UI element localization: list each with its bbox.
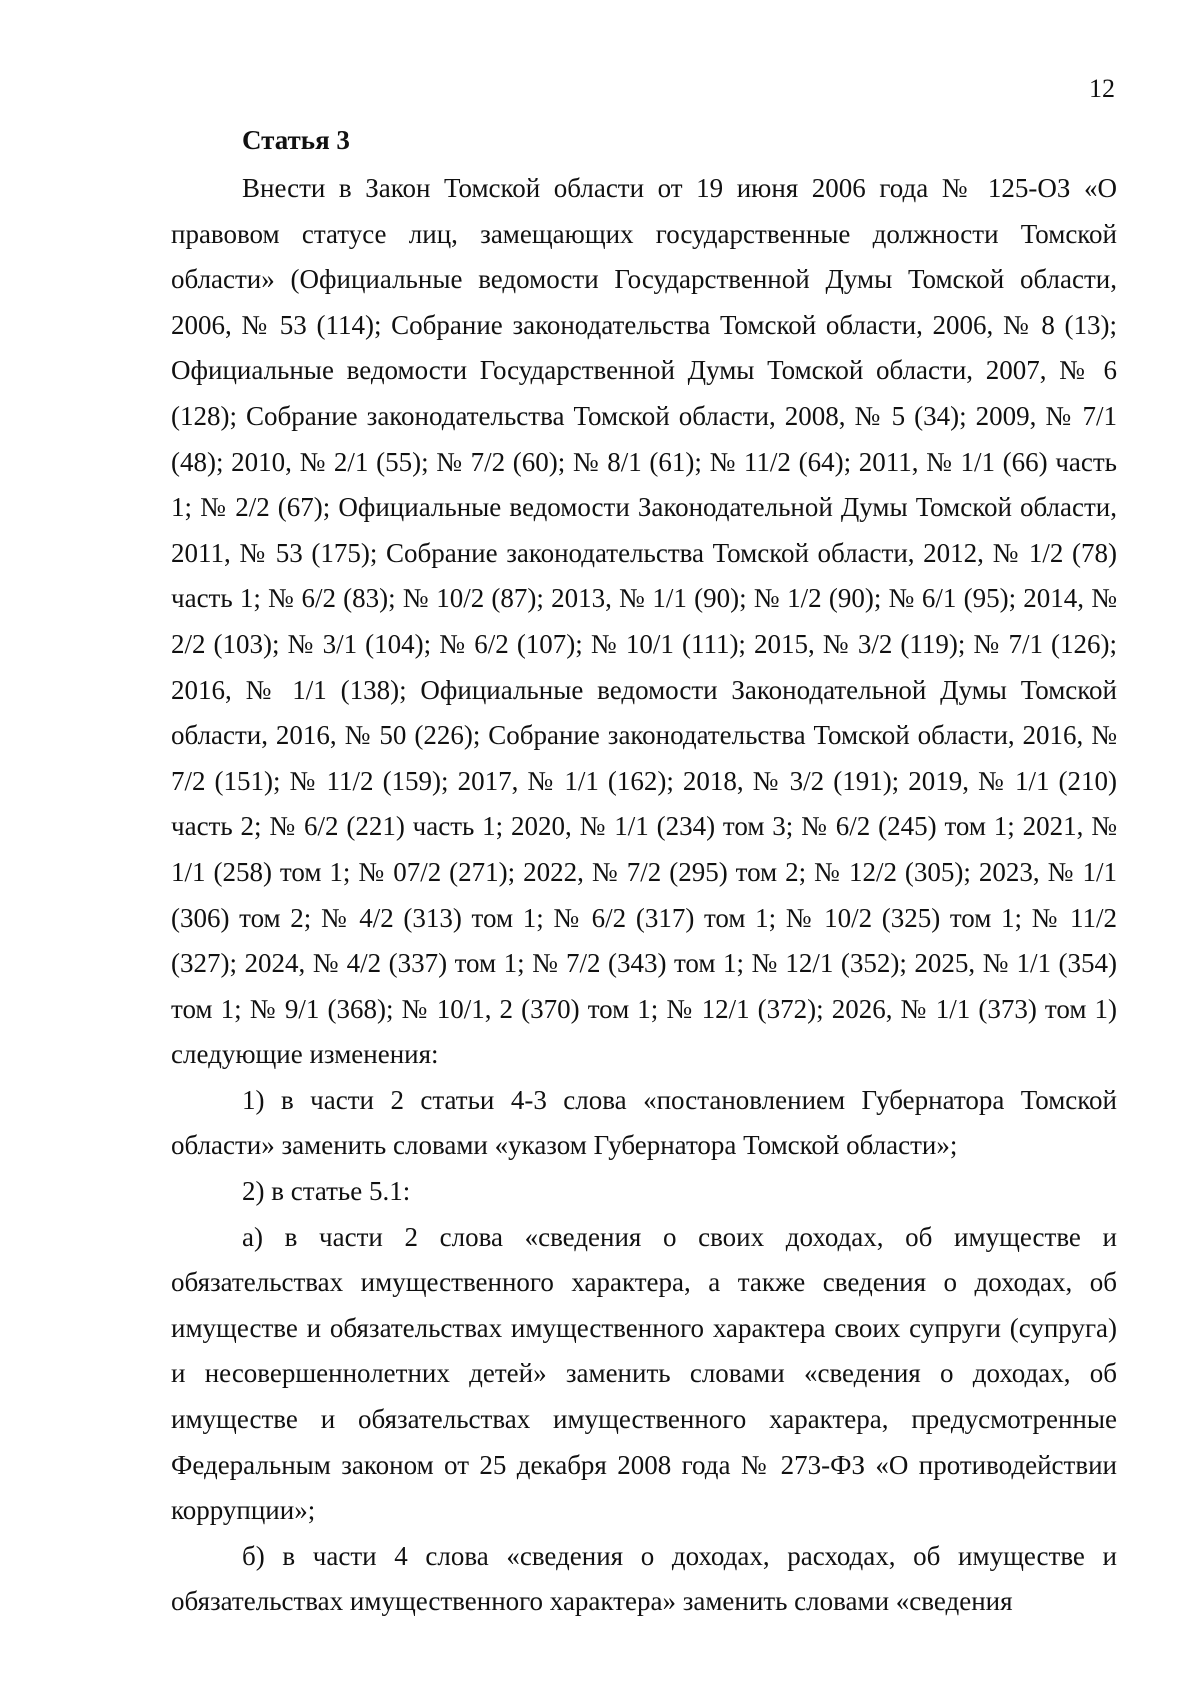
page-number: 12 bbox=[1089, 74, 1115, 103]
document-body bbox=[171, 118, 1117, 1625]
paragraph-subitem-a: а) в части 2 слова «сведения о своих доходах, об имуществе и обязательствах имущественного характера, а также сведения о доходах, об имуществе и обязательствах имущественного характера своих супруги (супруга) и несовершеннолетних детей» заменить словами «сведения о доходах, об имуществе и обязательствах имущественного характера, предусмотренные Федеральным законом от 25 декабря 2008 года № 273-ФЗ «О противодействии коррупции»; bbox=[171, 1221, 1117, 1526]
paragraph-item-2: 2) в статье 5.1: bbox=[242, 1176, 411, 1207]
paragraph-amendment-intro: Внести в Закон Томской области от 19 июня 2006 года № 125-ОЗ «О правовом статусе лиц, замещающих государственные должности Томской области» (Официальные ведомости Государственной Думы Томской области, 2006, № 53 (114); Собрание законодательства Томской области, 2006, № 8 (13); Официальные ведомости Государственной Думы Томской области, 2007, № 6 (128); Собрание законодательства Томской области, 2008, № 5 (34); 2009, № 7/1 (48); 2010, № 2/1 (55); № 7/2 (60); № 8/1 (61); № 11/2 (64); 2011, № 1/1 (66) часть 1; № 2/2 (67); Официальные ведомости Законодательной Думы Томской области, 2011, № 53 (175); Собрание законодательства Томской области, 2012, № 1/2 (78) часть 1; № 6/2 (83); № 10/2 (87); 2013, № 1/1 (90); № 1/2 (90); № 6/1 (95); 2014, № 2/2 (103); № 3/1 (104); № 6/2 (107); № 10/1 (111); 2015, № 3/2 (119); № 7/1 (126); 2016, № 1/1 (138); Официальные ведомости Законодательной Думы Томской области, 2016, № 50 (226); Собрание законодательства Томской области, 2016, № 7/2 (151); № 11/2 (159); 2017, № 1/1 (162); 2018, № 3/2 (191); 2019, № 1/1 (210) часть 2; № 6/2 (221) часть 1; 2020, № 1/1 (234) том 3; № 6/2 (245) том 1; 2021, № 1/1 (258) том 1; № 07/2 (271); 2022, № 7/2 (295) том 2; № 12/2 (305); 2023, № 1/1 (306) том 2; № 4/2 (313) том 1; № 6/2 (317) том 1; № 10/2 (325) том 1; № 11/2 (327); 2024, № 4/2 (337) том 1; № 7/2 (343) том 1; № 12/1 (352); 2025, № 1/1 (354) том 1; № 9/1 (368); № 10/1, 2 (370) том 1; № 12/1 (372); 2026, № 1/1 (373) том 1) следующие изменения: bbox=[171, 173, 1117, 1070]
paragraph-item-1: 1) в части 2 статьи 4-3 слова «постановлением Губернатора Томской области» заменить словами «указом Губернатора Томской области»; bbox=[171, 1084, 1117, 1161]
paragraph-subitem-b: б) в части 4 слова «сведения о доходах, расходах, об имуществе и обязательствах имущественного характера» заменить словами «сведения bbox=[171, 1540, 1117, 1617]
article-heading: Статья 3 bbox=[242, 125, 350, 155]
